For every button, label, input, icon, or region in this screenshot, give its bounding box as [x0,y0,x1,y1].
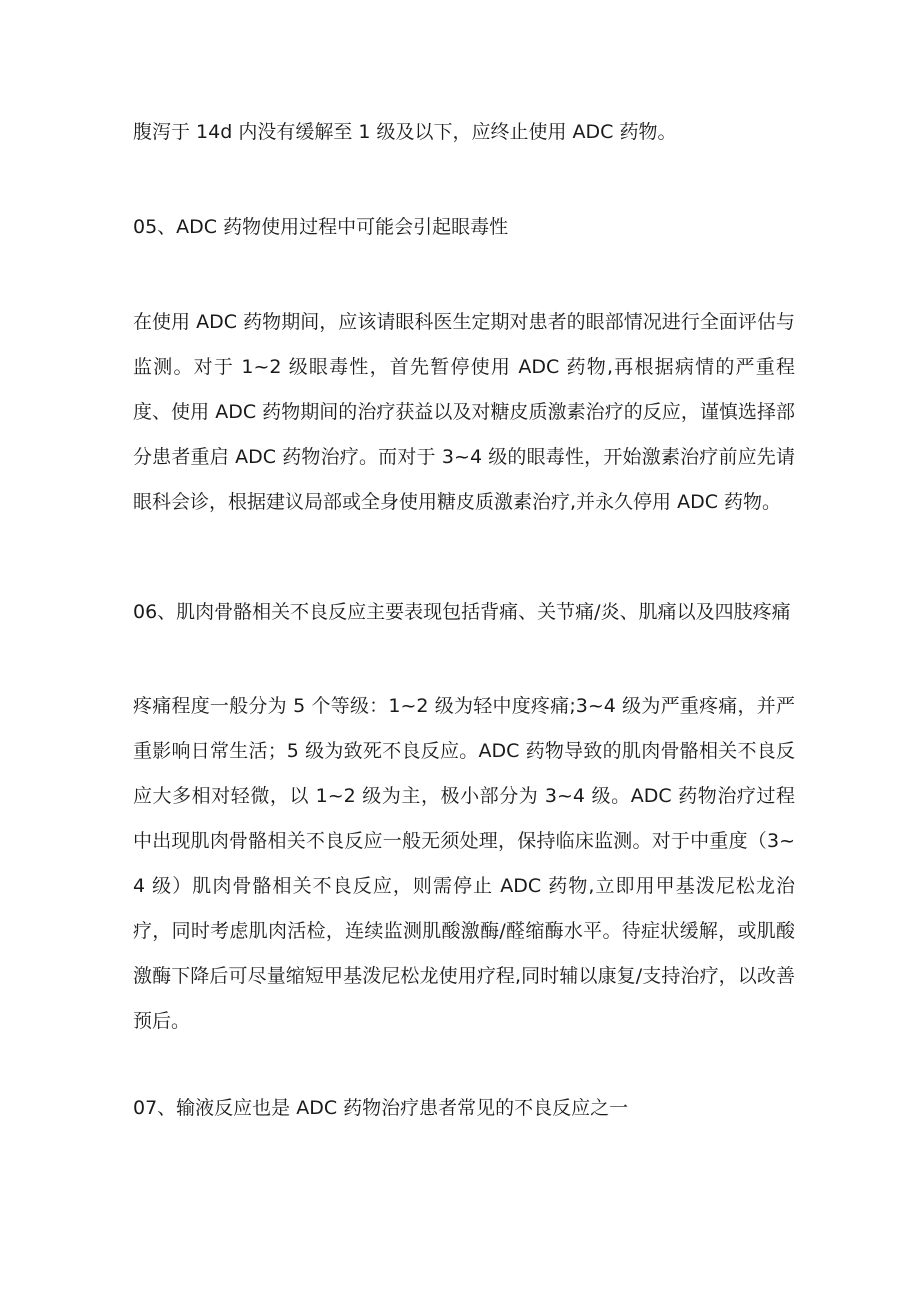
section-heading-05: 05、ADC 药物使用过程中可能会引起眼毒性 [133,216,509,238]
section-heading-07: 07、输液反应也是 ADC 药物治疗患者常见的不良反应之一 [133,1097,629,1119]
section-heading-06: 06、肌肉骨骼相关不良反应主要表现包括背痛、关节痛/炎、肌痛以及四肢疼痛 [133,601,791,623]
paragraph-ocular-toxicity: 在使用 ADC 药物期间，应该请眼科医生定期对患者的眼部情况进行全面评估与监测。对于 1~2 级眼毒性，首先暂停使用 ADC 药物,再根据病情的严重程度、使用 ADC 药物期间的治疗获益以及对糖皮质激素治疗的反应，谨慎选择部分患者重启 ADC 药物治疗。而对于 3~4 级的眼毒性，开始激素治疗前应先请眼科会诊，根据建议局部或全身使用糖皮质激素治疗,并永久停用 ADC 药物。 [133,311,795,513]
paragraph-diarrhea-conclusion: 腹泻于 14d 内没有缓解至 1 级及以下，应终止使用 ADC 药物。 [133,121,677,143]
paragraph-musculoskeletal: 疼痛程度一般分为 5 个等级：1~2 级为轻中度疼痛;3~4 级为严重疼痛，并严重影响日常生活；5 级为致死不良反应。ADC 药物导致的肌肉骨骼相关不良反应大多相对轻微，以 1~2 级为主，极小部分为 3~4 级。ADC 药物治疗过程中出现肌肉骨骼相关不良反应一般无须处理，保持临床监测。对于中重度（3~4 级）肌肉骨骼相关不良反应，则需停止 ADC 药物,立即用甲基泼尼松龙治疗，同时考虑肌肉活检，连续监测肌酸激酶/醛缩酶水平。待症状缓解，或肌酸激酶下降后可尽量缩短甲基泼尼松龙使用疗程,同时辅以康复/支持治疗，以改善预后。 [133,695,795,1032]
